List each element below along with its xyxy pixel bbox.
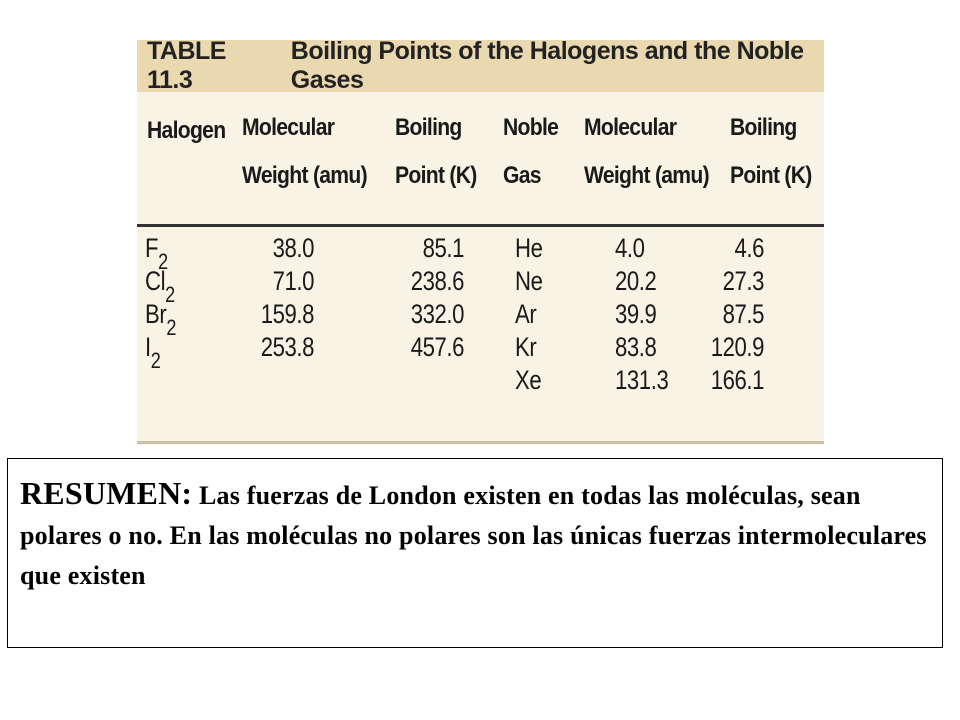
header-boiling-point-halogen: Boiling Point (K) [395,114,477,189]
table-label: TABLE 11.3 [147,37,226,94]
table-row: $F_2$ [145,233,168,274]
summary-text [20,473,940,596]
summary-label: RESUMEN: [20,475,193,511]
table-row: $Br_2$ [145,299,176,340]
halogen-bp-column: 85.1 238.6 332.0 457.6 [410,233,464,362]
table-row: $I_2$ [145,332,161,373]
header-boiling-point-noble: Boiling Point (K) [730,114,812,189]
table-title-bar [137,37,824,94]
bottom-rule [137,441,824,444]
header-molecular-weight-noble: Molecular Weight (amu) [584,114,709,189]
halogen-symbol-column [145,232,176,373]
header-halogen: Halogen [147,117,226,144]
noble-symbol-column: He Ne Ar Kr Xe [515,233,543,395]
header-molecular-weight-halogen: Molecular Weight (amu) [242,114,367,189]
noble-mw-column: 4.0 20.2 39.9 83.8 131.3 [615,233,669,395]
boiling-points-table [137,37,824,445]
header-noble-gas: Noble Gas [503,114,559,189]
summary-box [7,458,943,648]
summary-body: Las fuerzas de London existen en todas las moléculas, sean polares o no. En las moléculas no polares son las únicas fuerzas intermoleculares que existen [20,481,927,590]
header-rule [137,224,824,227]
noble-bp-column: 4.6 27.3 87.5 120.9 166.1 [710,233,764,395]
halogen-mw-column: 38.0 71.0 159.8 253.8 [260,233,314,362]
table-row: $Cl_2$ [145,266,175,307]
table-caption: Boiling Points of the Halogens and the Noble Gases [290,37,804,94]
